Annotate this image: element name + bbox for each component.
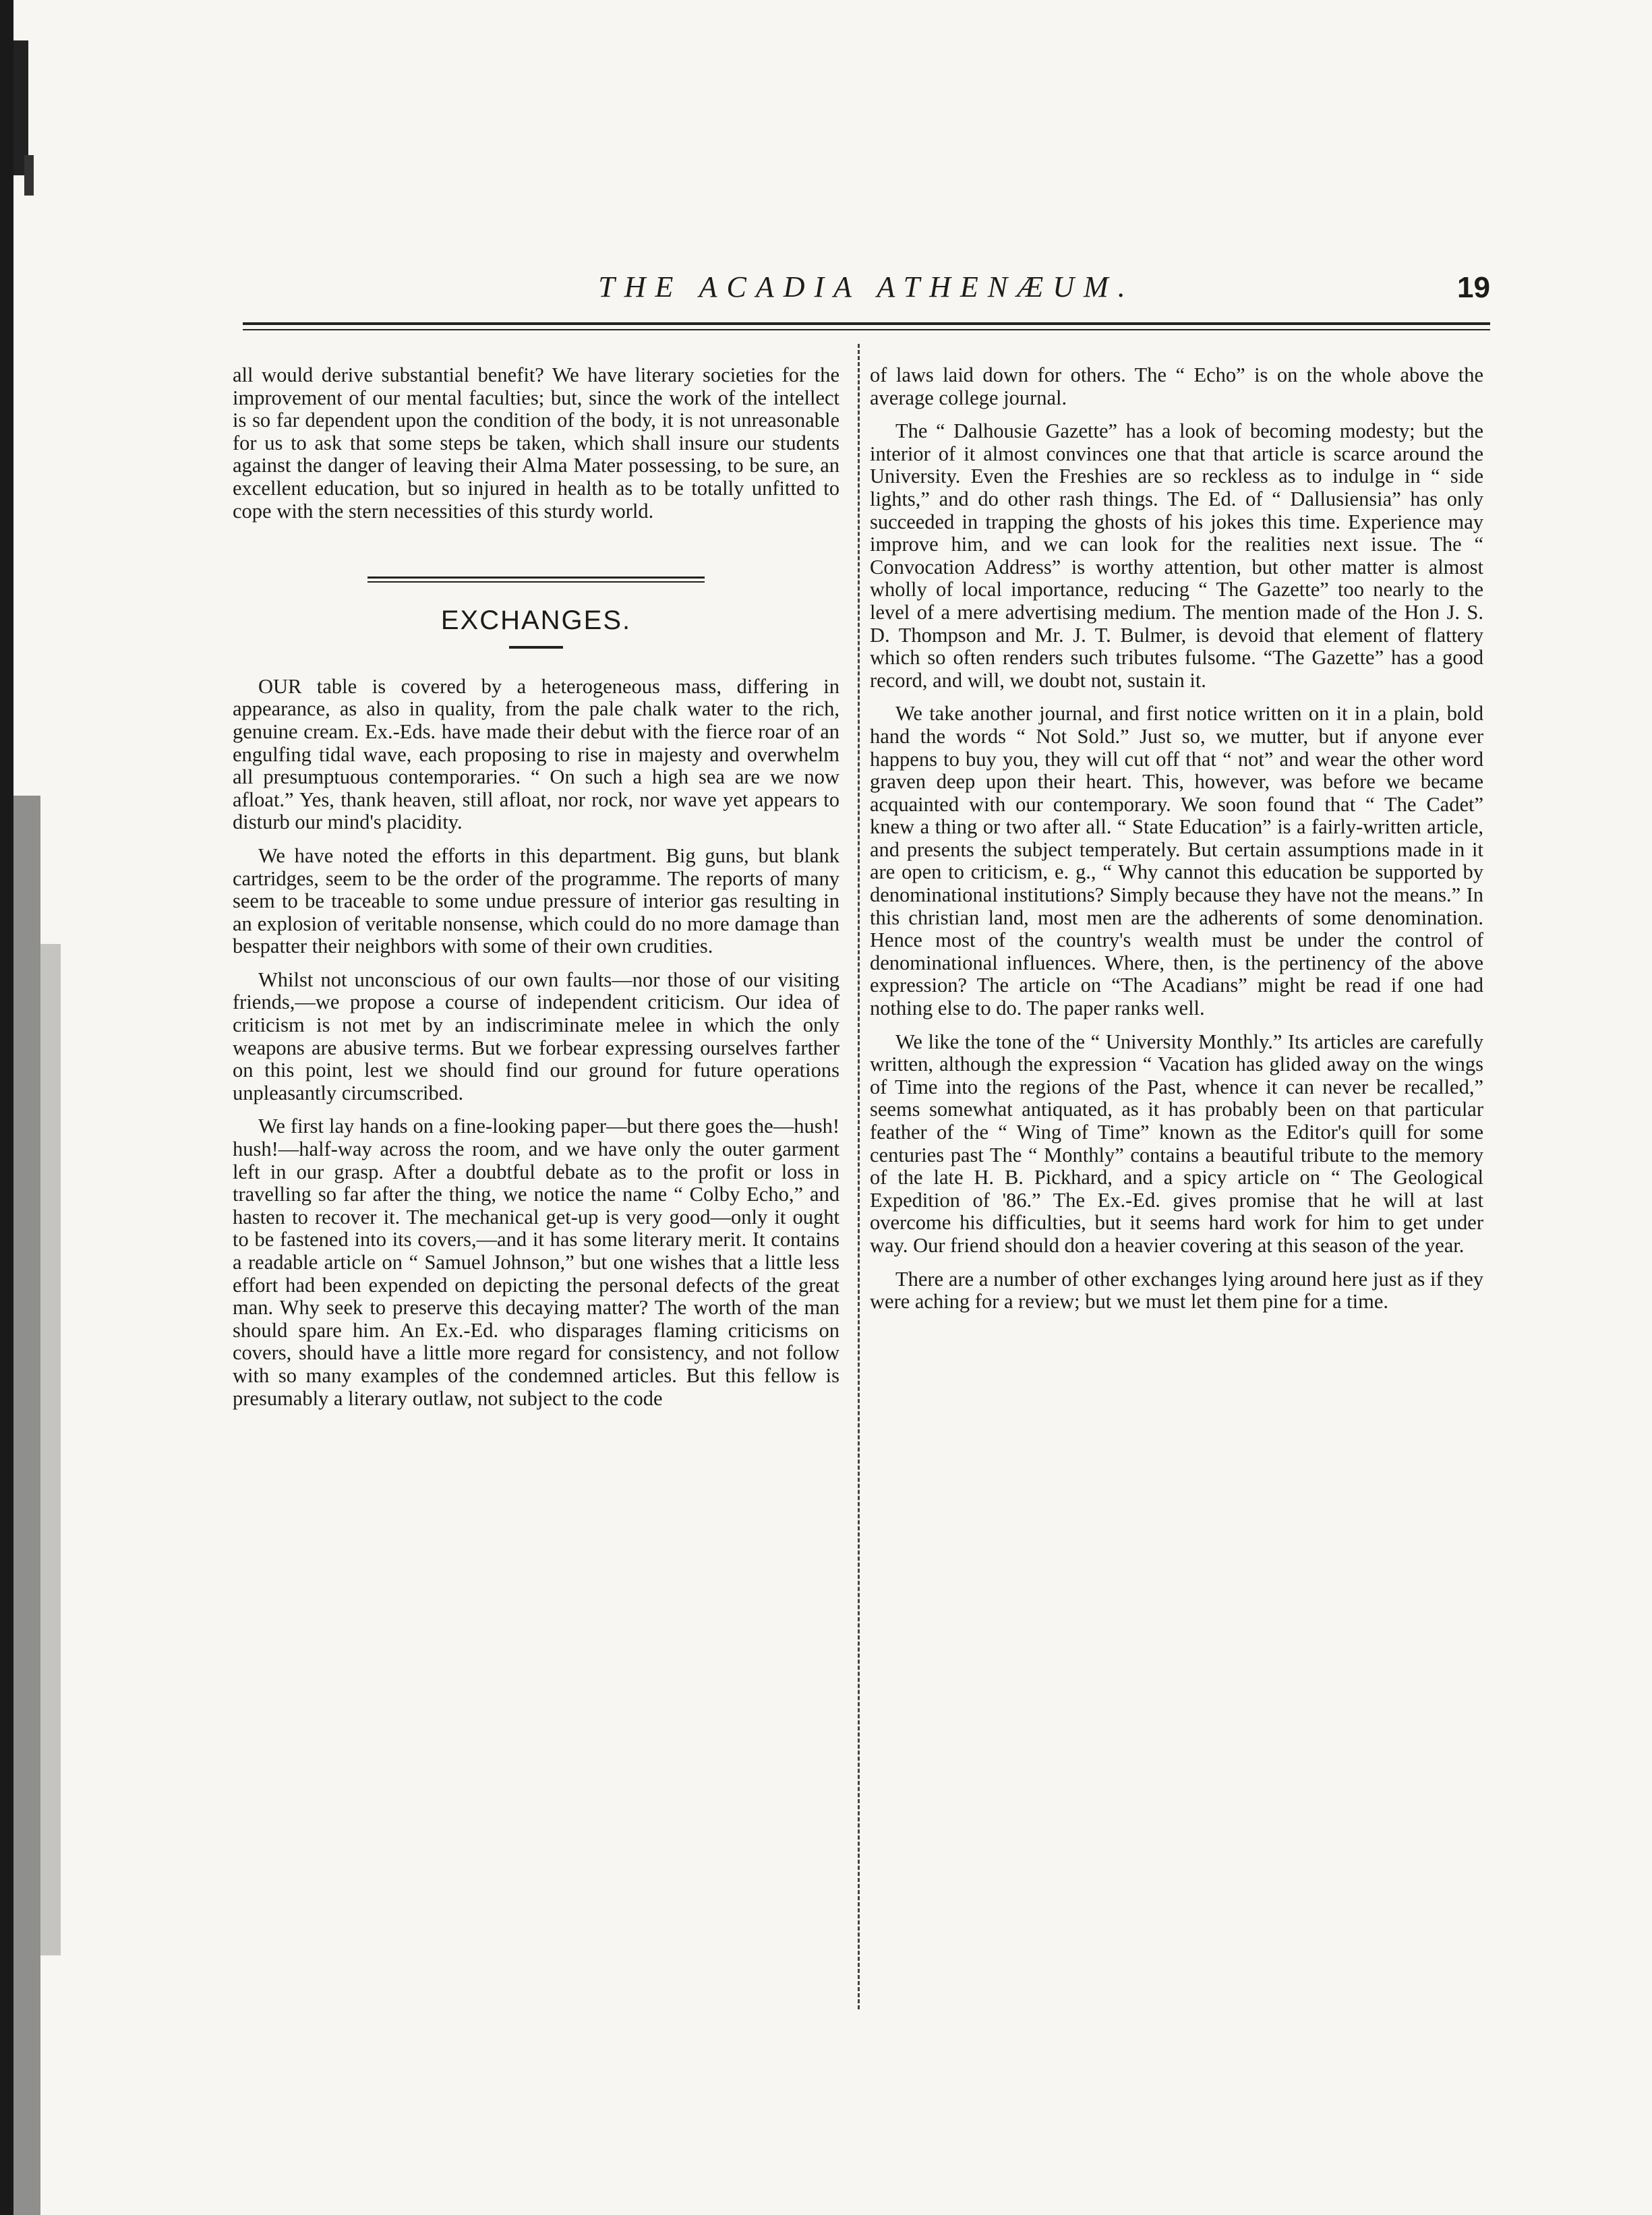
- running-header: [243, 270, 1490, 310]
- journal-title: THE ACADIA ATHENÆUM.: [598, 270, 1135, 303]
- section-heading-exchanges: EXCHANGES.: [440, 606, 632, 636]
- scan-binding-edge: [0, 0, 101, 2215]
- paragraph: We have noted the efforts in this department. Big guns, but blank cartridges, seem to be the order of the programme. The reports of many seem to be traceable to some undue pressure of interior gas resulting in an explosion of veritable nonsense, which could do no more damage than bespatter their neighbors with some of their own crudities.: [233, 844, 839, 958]
- paragraph: Whilst not unconscious of our own faults—nor those of our visiting friends,—we propose a course of independent criticism. Our idea of criticism is not met by an indiscriminate melee in which the only weapons are abusive terms. But we forbear expressing ourselves farther on this point, lest we should find our ground for future operations unpleasantly circumscribed.: [233, 968, 839, 1104]
- column-divider: [858, 344, 860, 2009]
- page-number: 19: [1457, 271, 1490, 304]
- paragraph: The “ Dalhousie Gazette” has a look of becoming modesty; but the interior of it almost convinces one that that article is scarce around the University. Even the Freshies are so reckless as to indulge in “ side lights,” and do other rash things. The Ed. of “ Dallusiensia” has only succeeded in trapping the ghosts of his jokes this time. Experience may improve him, and we can look for the realities next issue. The “ Convocation Address” is worthy attention, but other matter is almost wholly of local importance, reducing “ The Gazette” too nearly to the level of a mere advertising medium. The mention made of the Hon J. S. D. Thompson and Mr. J. T. Bulmer, is devoid that element of flattery which so often renders such tributes fulsome. “The Gazette” has a good record, and will, we doubt not, sustain it.: [870, 419, 1483, 692]
- section-rule: [367, 577, 705, 583]
- right-column: [870, 364, 1483, 1324]
- heading-rule: [509, 646, 563, 649]
- left-column: [233, 364, 839, 1421]
- paragraph: OUR table is covered by a heterogeneous mass, differing in appearance, as also in quality, from the pale chalk water to the rich, genuine cream. Ex.-Eds. have made their debut with the fierce roar of an engulfing tidal wave, each proposing to rise in majesty and overwhelm all presumptuous contemporaries. “ On such a high sea are we now afloat.” Yes, thank heaven, still afloat, nor rock, nor wave yet appears to disturb our mind's placidity.: [233, 674, 839, 834]
- paragraph: of laws laid down for others. The “ Echo” is on the whole above the average college journal.: [870, 363, 1483, 409]
- paragraph: We take another journal, and first notice written on it in a plain, bold hand the words “ Not Sold.” Just so, we mutter, but if anyone ever happens to buy you, they will cut off that “ not” and wear the other word graven deep upon their heart. This, however, was before we became acquainted with our contemporary. We soon found that “ The Cadet” knew a thing or two after all. “ State Education” is a fairly-written article, and presents the subject temperately. But certain assumptions made in it are open to criticism, e. g., “ Why cannot this education be supported by denominational institutions? Simply because they have not the means.” In this christian land, most men are the adherents of some denomination. Hence most of the country's wealth must be under the control of denominational influences. Where, then, is the pertinency of the above expression? The article on “The Acadians” might be read if one had nothing else to do. The paper ranks well.: [870, 702, 1483, 1020]
- header-rule: [243, 322, 1490, 330]
- paragraph: There are a number of other exchanges lying around here just as if they were aching for a review; but we must let them pine for a time.: [870, 1267, 1483, 1313]
- paragraph: all would derive substantial benefit? We have literary societies for the improvement of our mental faculties; but, since the work of the intellect is so far dependent upon the condition of the body, it is not unreasonable for us to ask that some steps be taken, which shall insure our students against the danger of leaving their Alma Mater possessing, to be sure, an excellent education, but so injured in health as to be totally unfitted to cope with the stern necessities of this sturdy world.: [233, 363, 839, 523]
- paragraph: We like the tone of the “ University Monthly.” Its articles are carefully written, although the expression “ Vacation has glided away on the wings of Time into the regions of the Past, whence it can never be recalled,” seems somewhat antiquated, as it has probably been on that particular feather of the “ Wing of Time” known as the Editor's quill for some centuries past The “ Monthly” contains a beautiful tribute to the memory of the late H. B. Pickhard, and a spicy article on “ The Geological Expedition of '86.” The Ex.-Ed. gives promise that he will at last overcome his difficulties, but it seems hard work for him to get under way. Our friend should don a heavier covering at this season of the year.: [870, 1030, 1483, 1257]
- paragraph: We first lay hands on a fine-looking paper—but there goes the—hush! hush!—half-way across the room, and we have only the outer garment left in our grasp. After a doubtful debate as to the profit or loss in travelling so far after the thing, we notice the name “ Colby Echo,” and hasten to recover it. The mechanical get-up is very good—only it ought to be fastened into its covers,—and it has some literary merit. It contains a readable article on “ Samuel Johnson,” but one wishes that a little less effort had been expended on depicting the personal defects of the great man. Why seek to preserve this decaying matter? The worth of the man should spare him. An Ex.-Ed. who disparages flaming criticisms on covers, should have a little more regard for consistency, and not follow with so many examples of the condemned articles. But this fellow is presumably a literary outlaw, not subject to the code: [233, 1115, 839, 1410]
